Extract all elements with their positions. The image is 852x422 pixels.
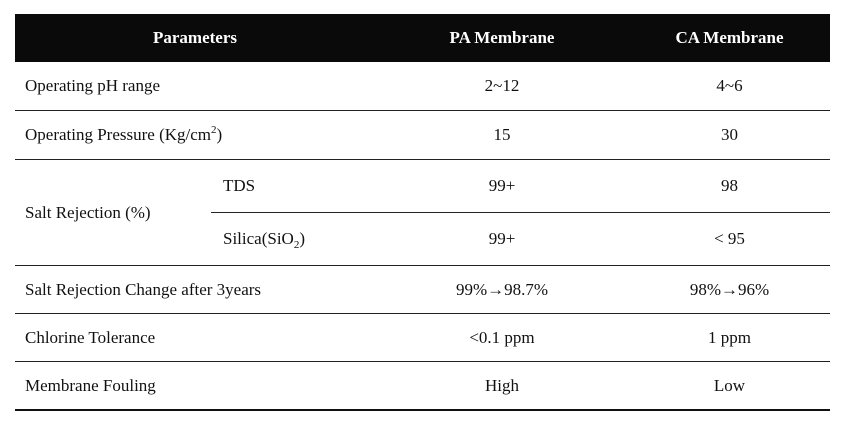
header-pa-membrane: PA Membrane bbox=[449, 28, 555, 47]
table-row bbox=[15, 62, 830, 111]
table-subrow-tds bbox=[211, 160, 830, 213]
row-label: Salt Rejection Change after 3years bbox=[25, 280, 262, 299]
row-label: Salt Rejection (%) bbox=[25, 203, 151, 222]
ca-value: 1 ppm bbox=[708, 328, 751, 347]
row-label: Membrane Fouling bbox=[25, 376, 156, 395]
header-ca-membrane: CA Membrane bbox=[675, 28, 784, 47]
pa-value: 99%→98.7% bbox=[455, 280, 549, 299]
subrow-label: Silica(SiO$_2$) bbox=[223, 229, 306, 251]
membrane-comparison-table bbox=[15, 14, 830, 411]
salt-rejection-group bbox=[15, 160, 830, 266]
table-header bbox=[15, 14, 830, 62]
ca-value: < 95 bbox=[714, 229, 745, 248]
ca-value: Low bbox=[713, 376, 746, 395]
ca-value: 4~6 bbox=[716, 76, 743, 95]
row-label: Operating Pressure $(Kg/cm^2)$ bbox=[25, 124, 223, 144]
pa-value: 2~12 bbox=[484, 76, 520, 95]
table-row bbox=[15, 111, 830, 160]
pa-value: 15 bbox=[493, 125, 511, 144]
ca-value: 98%→96% bbox=[689, 280, 770, 299]
table-row bbox=[15, 314, 830, 362]
ca-value: 30 bbox=[721, 125, 738, 144]
pa-value: High bbox=[485, 376, 519, 395]
table-subrow-silica bbox=[211, 213, 830, 265]
table-row bbox=[15, 266, 830, 314]
pa-value: <0.1 ppm bbox=[469, 328, 535, 347]
row-label: Chlorine Tolerance bbox=[25, 328, 156, 347]
ca-value: 98 bbox=[721, 176, 738, 195]
pa-value: 99+ bbox=[488, 176, 516, 195]
table-row bbox=[15, 362, 830, 411]
pa-value: 99+ bbox=[488, 229, 516, 248]
row-label: Operating pH range bbox=[25, 76, 161, 95]
subrow-label: TDS bbox=[223, 176, 256, 195]
header-parameters: Parameters bbox=[152, 28, 237, 47]
